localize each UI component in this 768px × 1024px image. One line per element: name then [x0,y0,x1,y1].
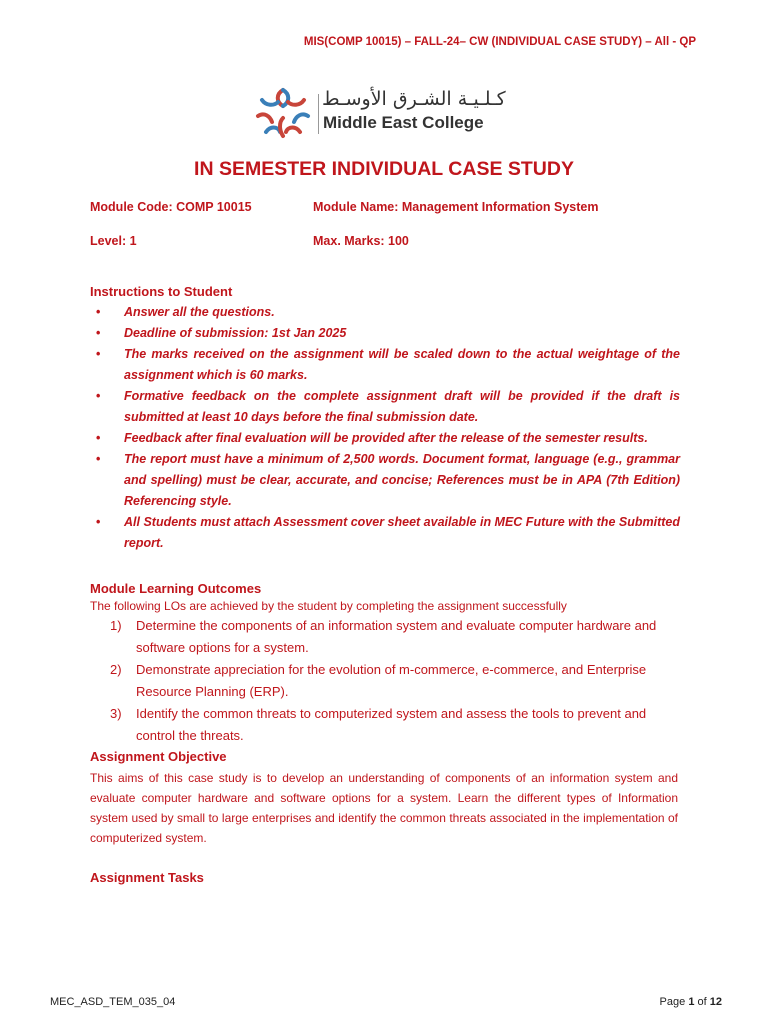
logo-english-name: Middle East College [323,113,484,132]
instruction-item: • All Students must attach Assessment cover sheet available in MEC Future with the Submitted report. [96,515,680,550]
level: Level: 1 [90,234,137,248]
instruction-item: • Deadline of submission: 1st Jan 2025 [96,326,347,340]
running-header: MIS(COMP 10015) – FALL-24– CW (INDIVIDUAL CASE STUDY) – All - QP [303,36,696,48]
document-code: MEC_ASD_TEM_035_04 [50,996,176,1008]
outcome-item: 2) Demonstrate appreciation for the evolution of m-commerce, e-commerce, and Enterprise Resource Planning (ERP). [110,662,647,699]
instruction-item: • The report must have a minimum of 2,500 words. Document format, language (e.g., grammar and spelling) must be clear, accurate, and concise; References must be in APA (7th Edition) Referencing style. [96,452,680,508]
outcomes-intro: The following LOs are achieved by the student by completing the assignment successfully [90,599,567,613]
page-number: Page 1 of 12 [659,996,722,1008]
college-logo [252,86,514,140]
document-title: IN SEMESTER INDIVIDUAL CASE STUDY [194,158,574,180]
mec-logo-icon [252,86,314,140]
outcomes-heading: Module Learning Outcomes [90,581,262,596]
module-name: Module Name: Management Information System [313,200,599,214]
logo-arabic-name: كـلـيـة الشـرق الأوسـط [322,88,506,110]
logo-divider [318,94,319,134]
instruction-item: • The marks received on the assignment will be scaled down to the actual weightage of the assignment which is 60 marks. [96,347,680,382]
instruction-item: • Answer all the questions. [96,305,275,319]
max-marks: Max. Marks: 100 [313,234,409,248]
instruction-item: • Formative feedback on the complete assignment draft will be provided if the draft is submitted at least 10 days before the final submission date. [96,389,680,424]
instructions-list [90,302,680,554]
tasks-heading: Assignment Tasks [90,870,204,885]
module-code: Module Code: COMP 10015 [90,200,252,214]
outcome-item: 1) Determine the components of an information system and evaluate computer hardware and software options for a system. [110,618,657,655]
outcome-item: 3) Identify the common threats to computerized system and assess the tools to prevent and control the threats. [110,706,647,743]
instruction-item: • Feedback after final evaluation will be provided after the release of the semester results. [96,431,648,445]
objective-text: This aims of this case study is to develop an understanding of components of an information system and evaluate computer hardware and software options for a system. Learn the different types of Information system used by small to large enterprises and identify the common threats associated in the implementation of computerized system. [90,771,678,845]
objective-heading: Assignment Objective [90,749,227,764]
outcomes-list [110,615,680,747]
instructions-heading: Instructions to Student [90,284,233,299]
